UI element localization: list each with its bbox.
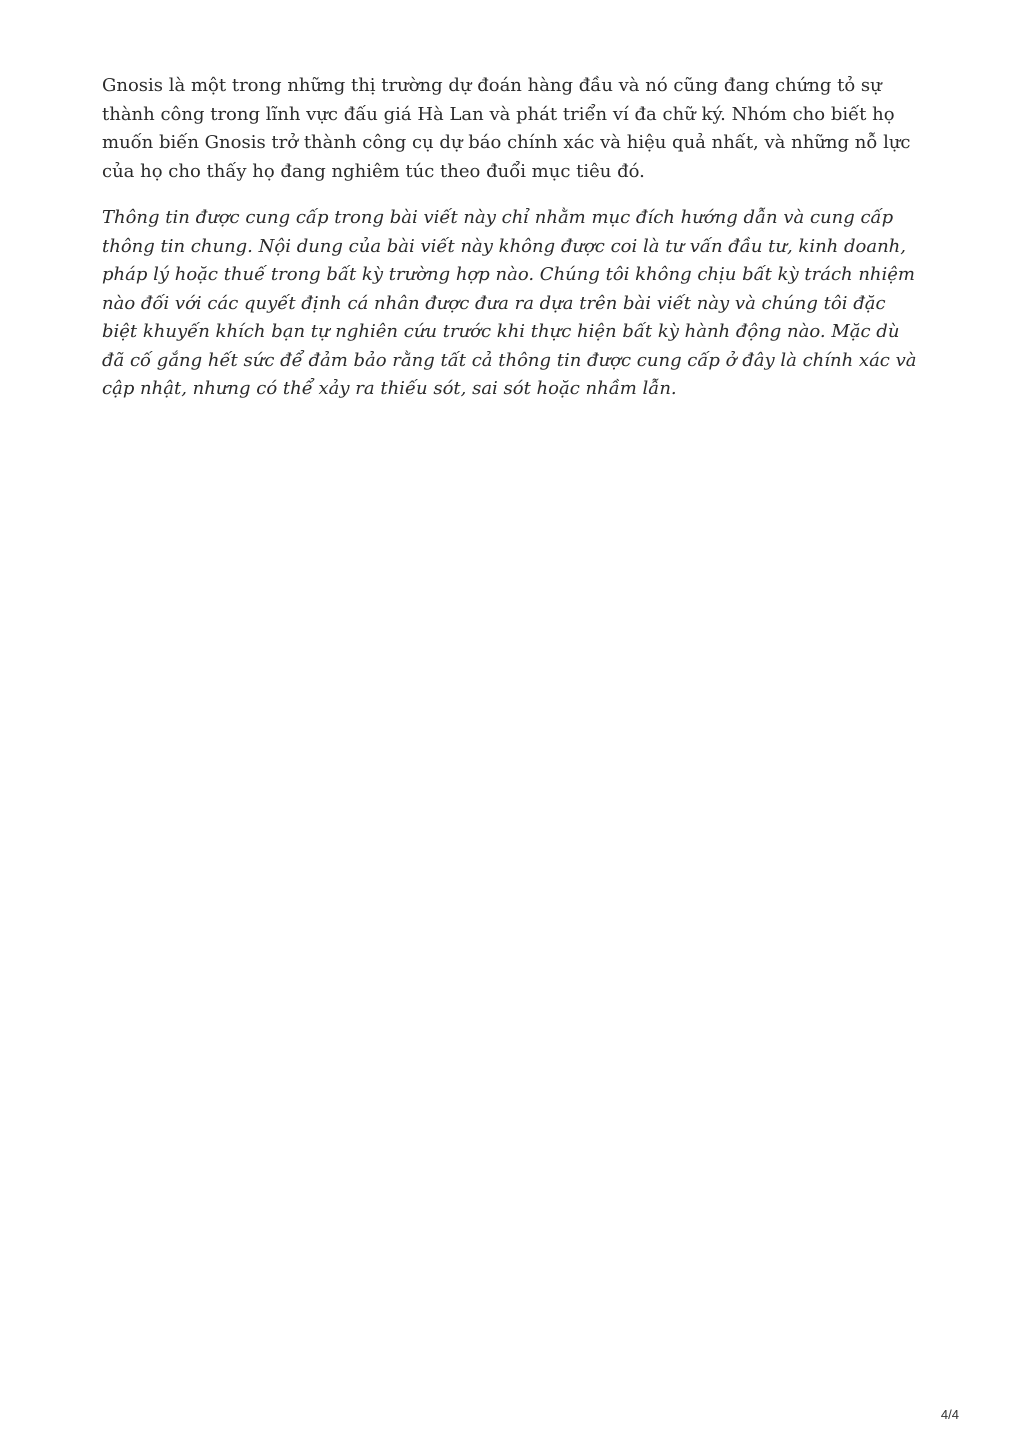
article-body xyxy=(102,72,922,422)
disclaimer-paragraph: Thông tin được cung cấp trong bài viết này chỉ nhằm mục đích hướng dẫn và cung cấp thông tin chung. Nội dung của bài viết này không được coi là tư vấn đầu tư, kinh doanh, pháp lý hoặc thuế trong bất kỳ trường hợp nào. Chúng tôi không chịu bất kỳ trách nhiệm nào đối với các quyết định cá nhân được đưa ra dựa trên bài viết này và chúng tôi đặc biệt khuyến khích bạn tự nghiên cứu trước khi thực hiện bất kỳ hành động nào. Mặc dù đã cố gắng hết sức để đảm bảo rằng tất cả thông tin được cung cấp ở đây là chính xác và cập nhật, nhưng có thể xảy ra thiếu sót, sai sót hoặc nhầm lẫn. xyxy=(102,207,917,399)
page-number: 4/4 xyxy=(940,1407,959,1422)
article-paragraph: Gnosis là một trong những thị trường dự đoán hàng đầu và nó cũng đang chứng tỏ sự thành công trong lĩnh vực đấu giá Hà Lan và phát triển ví đa chữ ký. Nhóm cho biết họ muốn biến Gnosis trở thành công cụ dự báo chính xác và hiệu quả nhất, và những nỗ lực của họ cho thấy họ đang nghiêm túc theo đuổi mục tiêu đó. xyxy=(102,75,911,182)
